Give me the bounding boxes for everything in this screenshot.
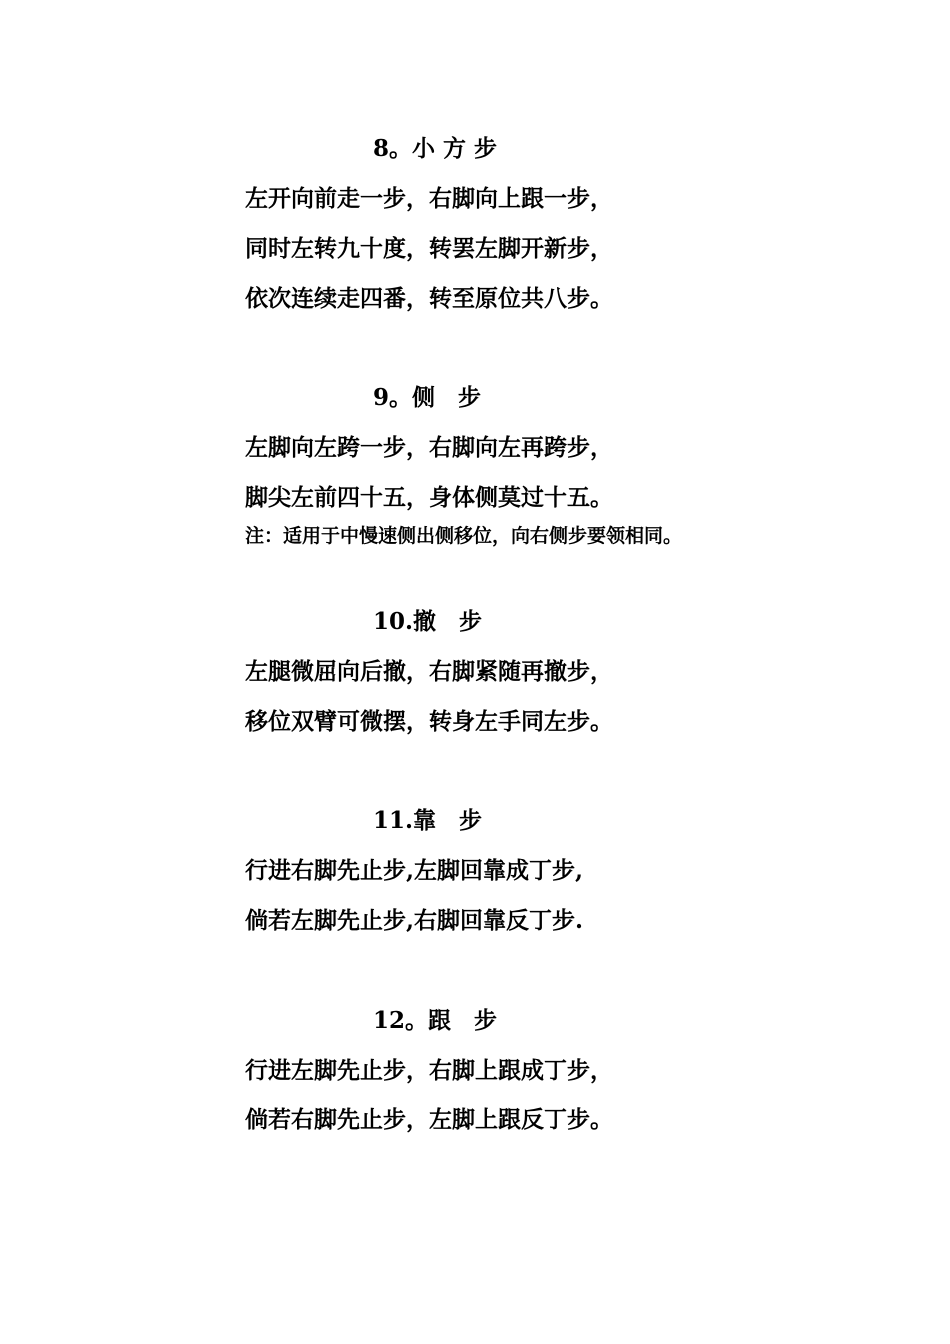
section-8-heading: 8。小 方 步 [373, 135, 498, 162]
section-10-line-1: 左腿微屈向后撤，右脚紧随再撤步， [245, 658, 613, 685]
section-9-note: 注：适用于中慢速侧出侧移位，向右侧步要领相同。 [245, 525, 683, 547]
section-12-line-1: 行进左脚先止步，右脚上跟成丁步， [245, 1057, 613, 1084]
section-10-line-2: 移位双臂可微摆，转身左手同左步。 [245, 708, 613, 735]
section-8-line-3: 依次连续走四番，转至原位共八步。 [245, 285, 613, 312]
section-11-line-2: 倘若左脚先止步,右脚回靠反丁步. [245, 907, 584, 934]
section-9-line-1: 左脚向左跨一步，右脚向左再跨步， [245, 434, 613, 461]
section-8-line-1: 左开向前走一步，右脚向上跟一步， [245, 185, 613, 212]
section-11-heading: 11.靠 步 [373, 807, 483, 834]
section-12-line-2: 倘若右脚先止步，左脚上跟反丁步。 [245, 1106, 613, 1133]
section-8-line-2: 同时左转九十度，转罢左脚开新步， [245, 235, 613, 262]
section-9-line-2: 脚尖左前四十五，身体侧莫过十五。 [245, 484, 613, 511]
section-12-heading: 12。跟 步 [373, 1007, 498, 1034]
section-10-heading: 10.撤 步 [373, 608, 483, 635]
section-11-line-1: 行进右脚先止步,左脚回靠成丁步, [245, 857, 584, 884]
section-9-heading: 9。侧 步 [373, 384, 482, 411]
